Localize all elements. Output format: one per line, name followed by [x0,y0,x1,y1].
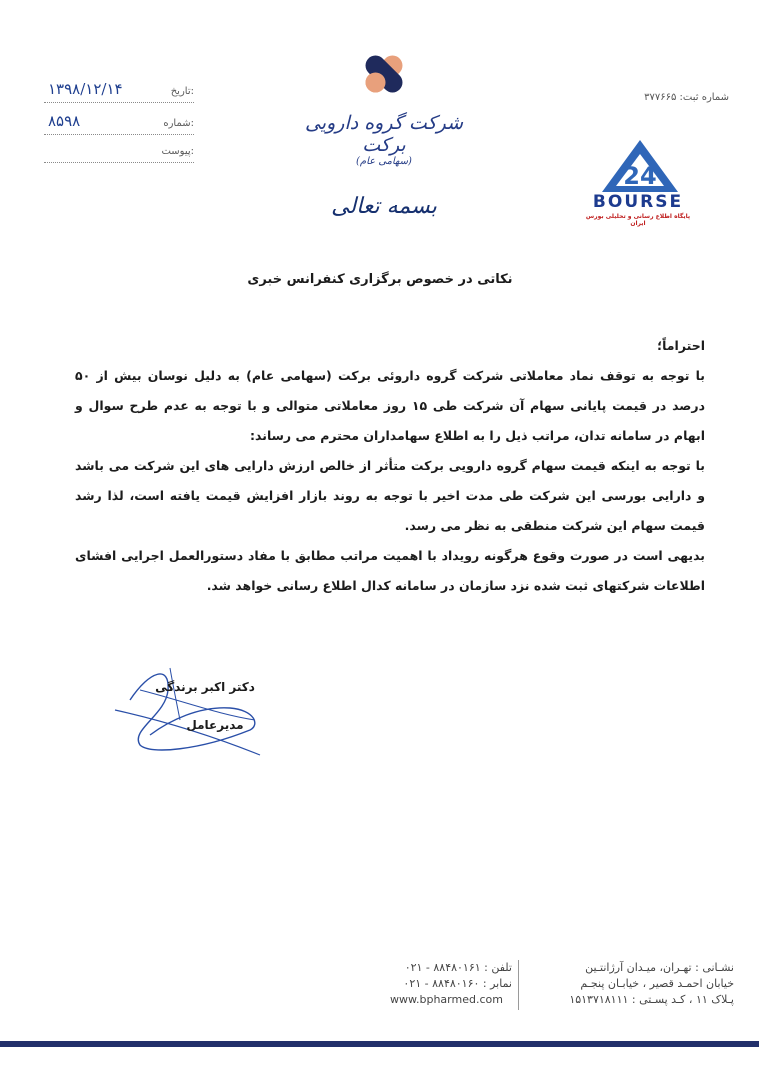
date-label: تاریخ: [170,86,194,97]
document-title: نکاتی در خصوص برگزاری کنفرانس خبری [247,272,513,287]
footer-divider [518,960,519,1010]
website: www.bpharmed.com [390,993,503,1006]
letter-body [75,331,705,601]
address-line: خیابان احمـد قصیر ، خیابـان پنجـم [580,977,734,990]
paragraph: با توجه به اینکه قیمت سهام گروه دارویی برکت متأثر از خالص ارزش دارایی های این شرکت می باشد و دارایی بورسی این شرکت طی مدت اخیر با توجه به روند بازار افزایش قیمت یافته است، لذا رشد قیمت سهام این شرکت منطقی به نظر می رسد. [75,458,705,533]
footer-address [524,960,734,1008]
signer-name: دکتر اکبر برندگی [155,680,255,694]
bourse-logo-icon [600,138,680,194]
registration-number: شماره ثبت: ۳۷۷۶۶۵ [644,92,729,103]
company-type: (سهامی عام) [356,156,412,167]
svg-text:24: 24 [623,162,657,190]
company-name: شرکت گروه دارویی برکت [304,112,464,156]
fax: نمابر : ۸۸۴۸۰۱۶۰ - ۰۲۱ [403,977,512,990]
bourse-subtitle: پایگاه اطلاع رسانی و تحلیلی بورس ایران [585,213,691,227]
phone: تلفن : ۸۸۴۸۰۱۶۱ - ۰۲۱ [404,961,512,974]
paragraph: با توجه به توقف نماد معاملاتی شرکت گروه داروئی برکت (سهامی عام) به دلیل نوسان بیش از ۵۰ درصد در قیمت پایانی سهام آن شرکت طی ۱۵ روز معاملاتی متوالی و با توجه به عدم طرح سوال و ابهام در سامانه تدان، مراتب ذیل را به اطلاع سهامداران محترم می رساند: [75,368,705,443]
signer-title: مدیرعامل [186,718,244,732]
date-value: ۱۳۹۸/۱۲/۱۴ [48,80,123,98]
company-logo [352,44,416,104]
address-line: نشـانی : تهـران، میـدان آرژانتـین [585,961,734,974]
date-field [44,80,194,103]
paragraph: بدیهی است در صورت وقوع هرگونه رویداد با اهمیت مراتب مطابق با مفاد دستورالعمل اجرایی افشای اطلاعات شرکتهای ثبت شده نزد سازمان در سامانه کدال اطلاع رسانی خواهد شد. [75,548,705,593]
footer-margin [0,1047,759,1065]
salutation: احتراماً؛ [657,338,705,353]
attachment-field [44,146,194,163]
number-label: شماره: [163,118,194,129]
basmala: بسمه تعالی [331,194,437,219]
address-line: پـلاک ۱۱ ، کـد پسـتی : ۱۵۱۳۷۱۸۱۱۱ [569,993,734,1006]
signature-scribble [110,660,270,760]
bourse-wordmark: BOURSE [592,192,684,212]
attachment-label: پیوست: [161,146,194,157]
number-field [44,112,194,135]
footer-contact [390,960,512,1008]
number-value: ۸۵۹۸ [48,112,81,130]
